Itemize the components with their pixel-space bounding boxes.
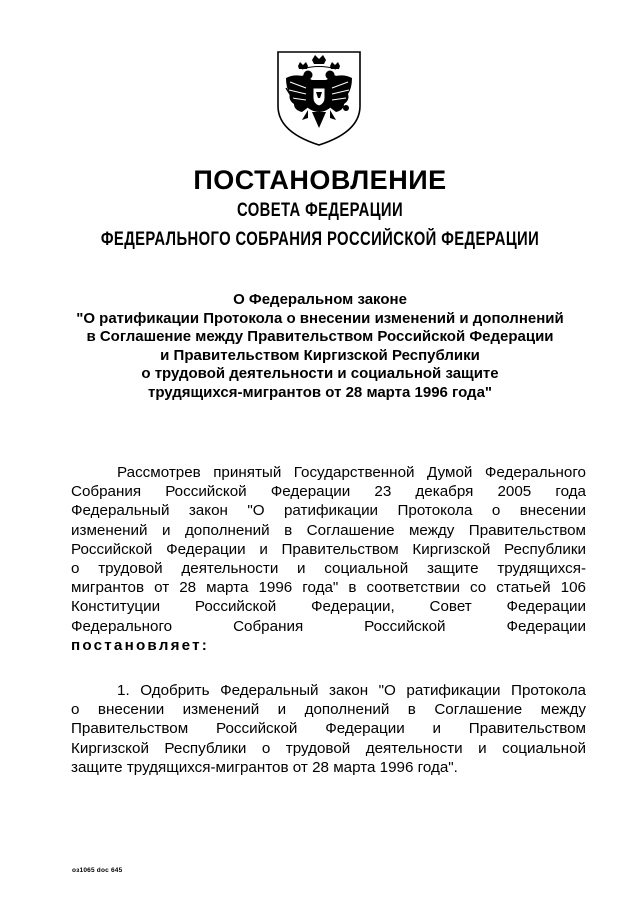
document-code: оз1065 doc 645: [72, 867, 123, 874]
subject-line: о трудовой деятельности и социальной защите: [141, 365, 499, 382]
paragraph-line: 1. Одобрить Федеральный закон "О ратификации Протокола: [117, 682, 586, 699]
resolves-word: постановляет:: [71, 636, 210, 654]
issuer-line-1: СОВЕТА ФЕДЕРАЦИИ: [236, 200, 404, 221]
subject-line: в Соглашение между Правительством Российской Федерации: [86, 328, 554, 345]
paragraph-line: Киргизской Республики о трудовой деятельности и социальной: [71, 739, 586, 757]
paragraph-line: мигрантов от 28 марта 1996 года" в соответствии со статьей 106: [71, 579, 586, 597]
preamble-paragraph: [71, 463, 586, 655]
paragraph-line: изменений и дополнений в Соглашение между Правительством: [71, 521, 586, 539]
paragraph-line: Рассмотрев принятый Государственной Думой Федерального: [117, 464, 586, 481]
issuer-line-2: ФЕДЕРАЛЬНОГО СОБРАНИЯ РОССИЙСКОЙ ФЕДЕРАЦИИ: [100, 229, 540, 250]
paragraph-line: Федеральный закон "О ратификации Протокола о внесении: [71, 502, 586, 520]
paragraph-line: Собрания Российской Федерации 23 декабря 2005 года: [71, 483, 586, 501]
paragraph-line: о внесении изменений и дополнений в Соглашение между: [71, 701, 586, 719]
coat-of-arms-icon: [272, 48, 366, 148]
paragraph-line: защите трудящихся-мигрантов от 28 марта 1996 года".: [71, 758, 458, 776]
paragraph-line: Российской Федерации и Правительством Киргизской Республики: [71, 540, 586, 558]
paragraph-line: Правительством Российской Федерации и Правительством: [71, 720, 586, 738]
subject-line: трудящихся-мигрантов от 28 марта 1996 года": [147, 383, 493, 401]
subject-line: и Правительством Киргизской Республики: [160, 346, 480, 364]
paragraph-line: Конституции Российской Федерации, Совет Федерации: [71, 598, 586, 616]
subject-line: "О ратификации Протокола о внесении изменений и дополнений: [76, 309, 564, 327]
document-subject: [40, 291, 600, 402]
subject-line: О Федеральном законе: [233, 291, 407, 308]
resolution-paragraph: [71, 681, 586, 777]
paragraph-line: о трудовой деятельности и социальной защите трудящихся-: [71, 559, 586, 577]
document-title: ПОСТАНОВЛЕНИЕ: [193, 165, 447, 195]
paragraph-line: Федерального Собрания Российской Федерации: [71, 617, 586, 635]
